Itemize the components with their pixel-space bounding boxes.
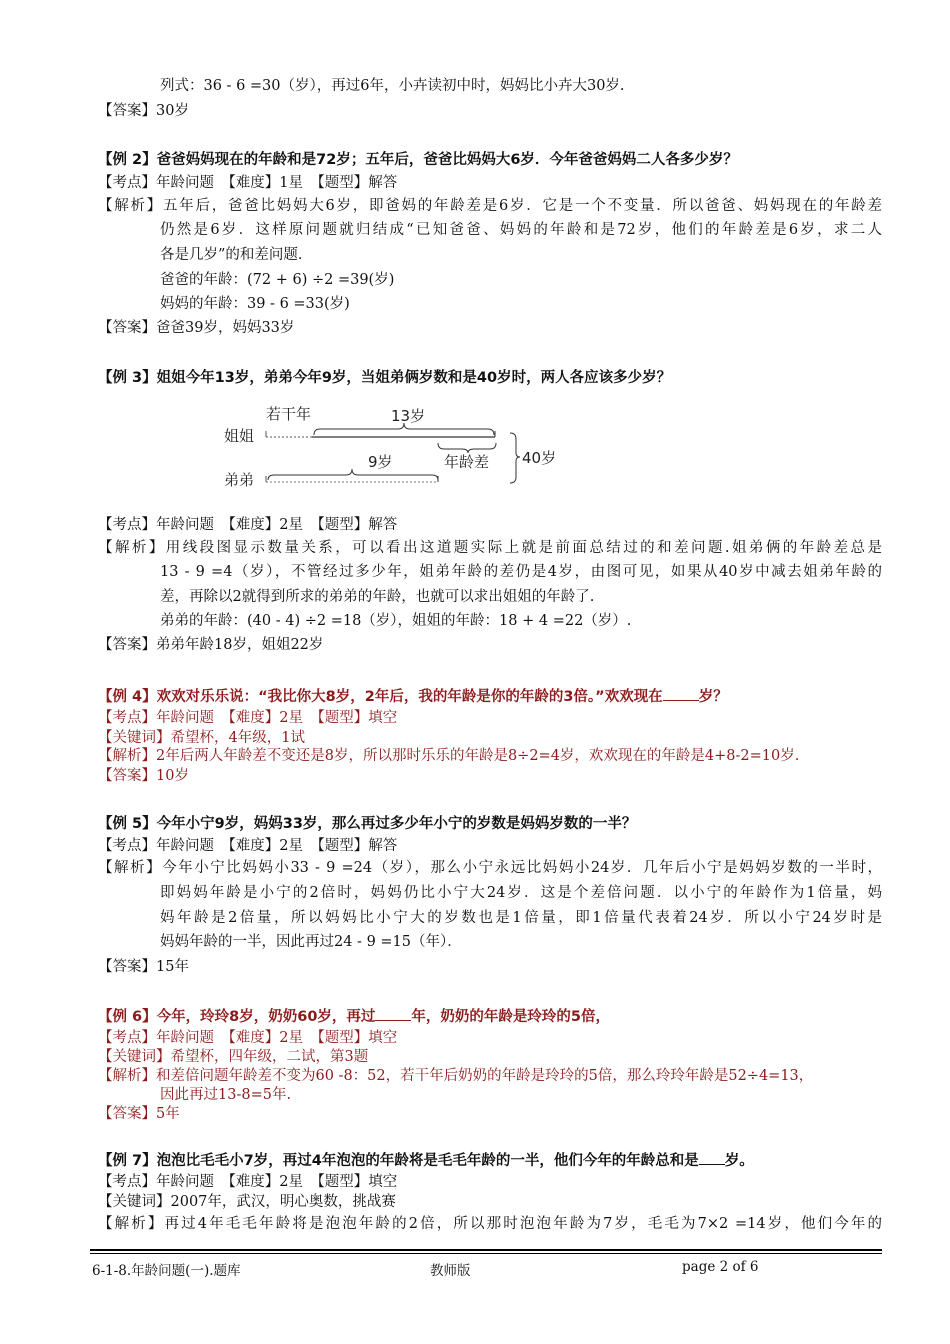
example-4-answer: 【答案】10岁 [98, 768, 189, 784]
line-segment-diagram [0, 395, 950, 505]
example-2-mother-age: 妈妈的年龄：39 - 6 =33(岁) [160, 296, 350, 312]
example-4-keywords: 【关键词】希望杯，4年级，1试 [98, 730, 305, 746]
example-2-analysis-3: 各是几岁”的和差问题． [160, 247, 313, 263]
answer-blank [699, 1150, 725, 1165]
example-3-analysis-1: 【解析】用线段图显示数量关系，可以看出这道题实际上就是前面总结过的和差问题.姐弟俩的年龄差总是 [98, 540, 882, 556]
example-3-analysis-4: 弟弟的年龄：(40 - 4) ÷2 =18（岁），姐姐的年龄：18 + 4 =22（岁）. [160, 613, 632, 629]
example-4-question-b: 岁？ [698, 689, 728, 705]
example-2-answer: 【答案】爸爸39岁，妈妈33岁 [98, 320, 295, 336]
example-5-analysis-3: 妈年龄是2倍量，所以妈妈比小宁大的岁数也是1倍量，即1倍量代表着24岁．所以小宁24岁时是 [160, 910, 882, 926]
example-2-analysis-2: 仍然是6岁．这样原问题就归结成“已知爸爸、妈妈的年龄和是72岁，他们的年龄差是6岁，求二人 [160, 222, 882, 238]
footer-rule-thin [90, 1253, 882, 1254]
diagram-9-label: 9岁 [368, 453, 393, 471]
example-5-analysis-2: 即妈妈年龄是小宁的2倍时，妈妈仍比小宁大24岁．这是个差倍问题．以小宁的年龄作为1倍量，妈 [160, 885, 882, 901]
example-6-question [98, 1006, 610, 1027]
diagram-some-years-label: 若干年 [266, 405, 312, 423]
footer-rule [90, 1249, 882, 1251]
example-6-topic: 【考点】年龄问题 【难度】2星 【题型】填空 [98, 1030, 398, 1046]
example-3-answer: 【答案】弟弟年龄18岁，姐姐22岁 [98, 637, 324, 653]
example-3-analysis-3: 差，再除以2就得到所求的弟弟的年龄，也就可以求出姐姐的年龄了. [160, 589, 595, 605]
brace-9 [268, 469, 438, 480]
example-5-analysis-4: 妈妈年龄的一半，因此再过24 - 9 =15（年）． [160, 934, 462, 950]
example-7-question-b: 岁。 [724, 1153, 754, 1169]
example-7-question [98, 1150, 754, 1171]
footer-version: 教师版 [430, 1263, 471, 1279]
example-4-question [98, 686, 728, 707]
footer-page-number: page 2 of 6 [682, 1259, 759, 1275]
example-2-topic: 【考点】年龄问题 【难度】1星 【题型】解答 [98, 175, 398, 191]
footer-doc-name: 6-1-8.年龄问题(一).题库 [92, 1263, 241, 1279]
brace-diff [438, 443, 496, 453]
example-4-analysis: 【解析】2年后两人年龄差不变还是8岁，所以那时乐乐的年龄是8÷2=4岁，欢欢现在的年龄是4+8-2=10岁. [98, 748, 800, 764]
example-7-keywords: 【关键词】2007年，武汉，明心奥数，挑战赛 [98, 1194, 396, 1210]
diagram-diff-label: 年龄差 [444, 453, 490, 471]
example-6-keywords: 【关键词】希望杯，四年级，二试，第3题 [98, 1049, 369, 1065]
example-2-question: 【例 2】爸爸妈妈现在的年龄和是72岁；五年后，爸爸比妈妈大6岁．今年爸爸妈妈二人各多少岁？ [98, 152, 738, 168]
example-6-analysis-2: 因此再过13-8=5年. [160, 1087, 292, 1103]
diagram-sister-label: 姐姐 [224, 427, 255, 445]
example-6-answer: 【答案】5年 [98, 1106, 180, 1122]
example-7-question-a: 【例 7】泡泡比毛毛小7岁，再过4年泡泡的年龄将是毛毛年龄的一半，他们今年的年龄总和是 [98, 1153, 699, 1169]
diagram-brother-label: 弟弟 [224, 471, 255, 489]
example-6-analysis-1: 【解析】和差倍问题年龄差不变为60 -8：52，若干年后奶奶的年龄是玲玲的5倍，那么玲玲年龄是52÷4=13， [98, 1068, 814, 1084]
diagram-13-label: 13岁 [391, 407, 426, 425]
example-5-analysis-1: 【解析】今年小宁比妈妈小33 - 9 =24（岁），那么小宁永远比妈妈小24岁．几年后小宁是妈妈岁数的一半时， [98, 860, 882, 876]
example-6-question-a: 【例 6】今年，玲玲8岁，奶奶60岁，再过 [98, 1009, 376, 1025]
example-5-topic: 【考点】年龄问题 【难度】2星 【题型】解答 [98, 838, 398, 854]
example-2-analysis-1: 【解析】五年后，爸爸比妈妈大6岁，即爸妈的年龄差是6岁．它是一个不变量．所以爸爸、妈妈现在的年龄差 [98, 198, 882, 214]
example-6-question-b: 年，奶奶的年龄是玲玲的5倍， [411, 1009, 610, 1025]
example-5-question: 【例 5】今年小宁9岁，妈妈33岁，那么再过多少年小宁的岁数是妈妈岁数的一半？ [98, 816, 637, 832]
example-4-question-a: 【例 4】欢欢对乐乐说：“我比你大8岁，2年后，我的年龄是你的年龄的3倍。”欢欢现在 [98, 689, 663, 705]
formula-line: 列式：36 - 6 =30（岁），再过6年，小卉读初中时，妈妈比小卉大30岁. [160, 78, 625, 94]
diagram-40-label: 40岁 [522, 449, 557, 467]
example-7-analysis-1: 【解析】再过4年毛毛年龄将是泡泡年龄的2倍，所以那时泡泡年龄为7岁，毛毛为7×2 =14岁，他们今年的 [98, 1216, 882, 1232]
brace-40 [510, 433, 520, 483]
answer-line: 【答案】30岁 [98, 103, 189, 119]
example-3-analysis-2: 13 - 9 =4（岁），不管经过多少年，姐弟年龄的差仍是4岁，由图可见，如果从40岁中减去姐弟年龄的 [160, 564, 882, 580]
answer-blank [375, 1006, 411, 1021]
example-7-topic: 【考点】年龄问题 【难度】2星 【题型】填空 [98, 1174, 398, 1190]
example-3-topic: 【考点】年龄问题 【难度】2星 【题型】解答 [98, 517, 398, 533]
example-5-answer: 【答案】15年 [98, 959, 189, 975]
brace-13 [314, 423, 494, 435]
example-2-father-age: 爸爸的年龄：(72 + 6) ÷2 =39(岁) [160, 272, 395, 288]
example-3-question: 【例 3】姐姐今年13岁，弟弟今年9岁，当姐弟俩岁数和是40岁时，两人各应该多少岁？ [98, 370, 672, 386]
example-4-topic: 【考点】年龄问题 【难度】2星 【题型】填空 [98, 710, 398, 726]
answer-blank [663, 686, 699, 701]
